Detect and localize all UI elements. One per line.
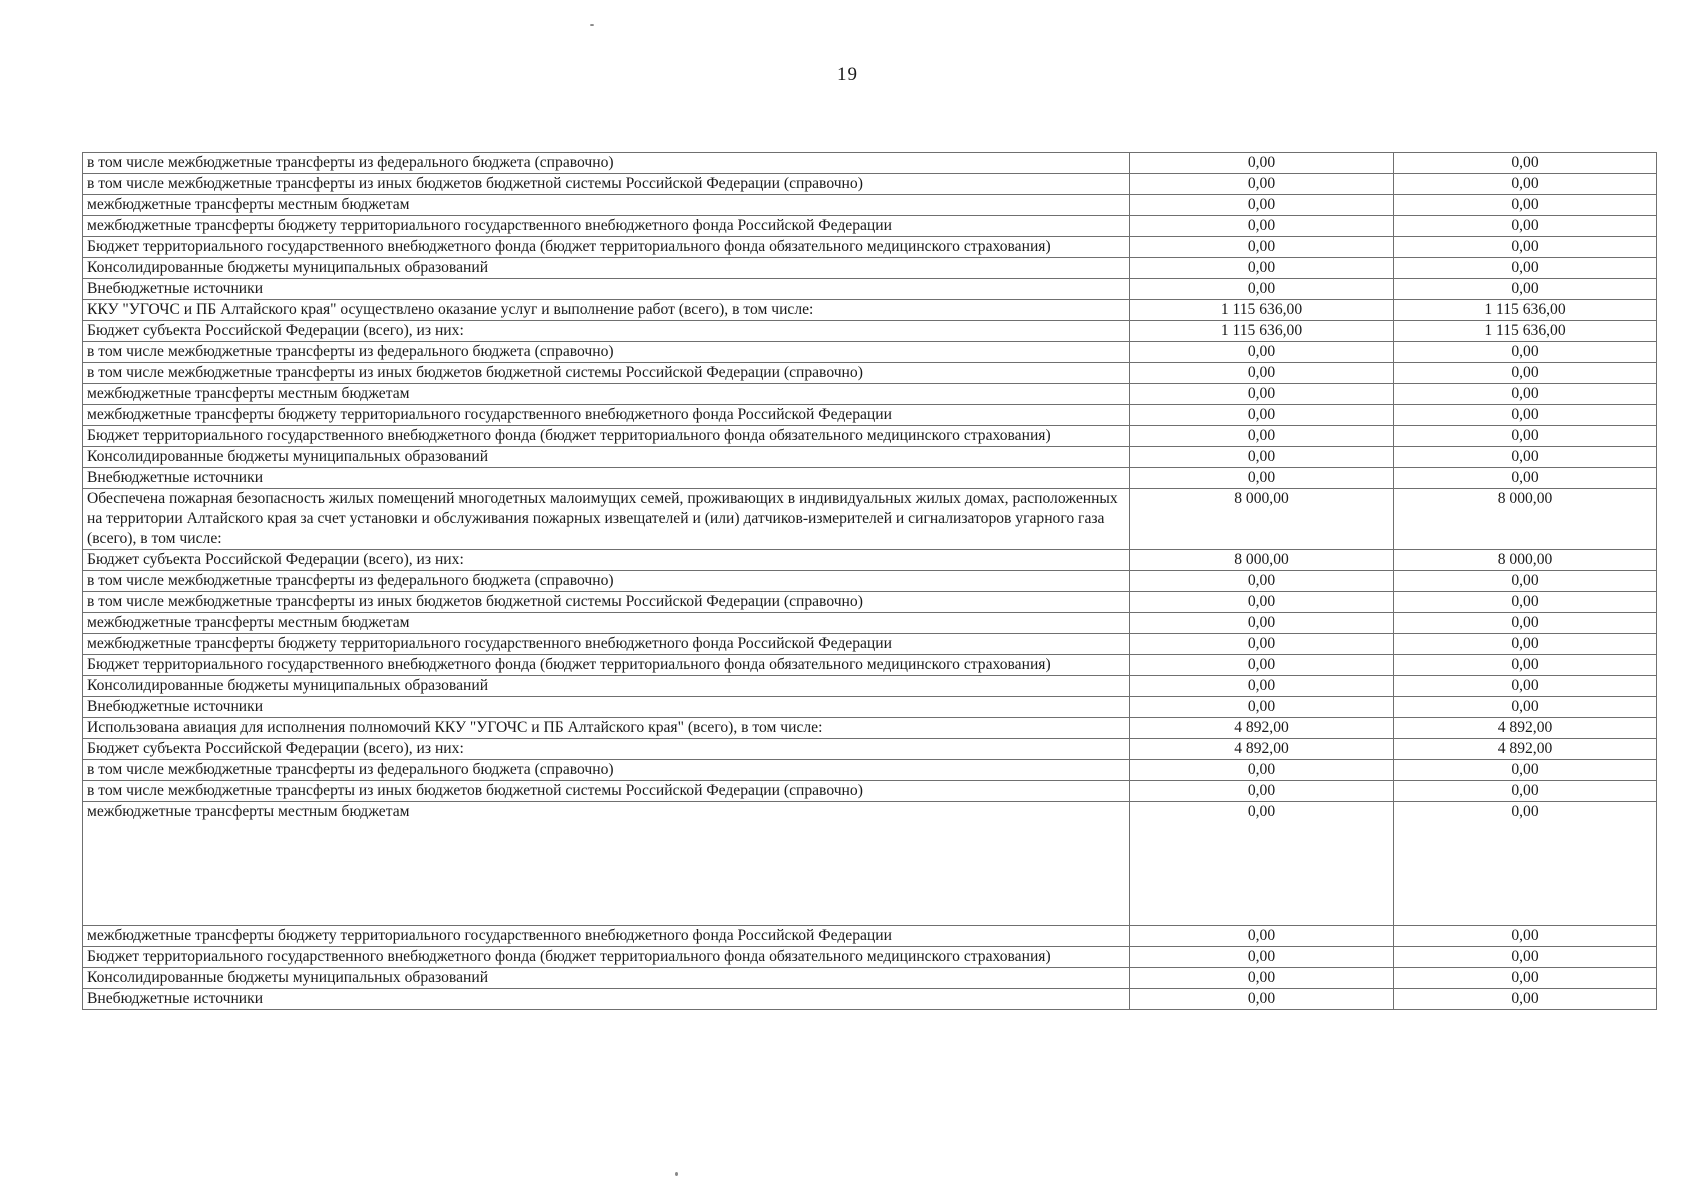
- row-label: Использована авиация для исполнения полномочий ККУ "УГОЧС и ПБ Алтайского края" (всего), в том числе:: [83, 718, 1130, 739]
- row-value-1: 0,00: [1130, 571, 1394, 592]
- row-value-2: 0,00: [1394, 258, 1657, 279]
- table-row: [83, 613, 1657, 634]
- row-value-1: 0,00: [1130, 468, 1394, 489]
- row-label: ККУ "УГОЧС и ПБ Алтайского края" осуществлено оказание услуг и выполнение работ (всего), в том числе:: [83, 300, 1130, 321]
- row-value-1: 4 892,00: [1130, 739, 1394, 760]
- row-value-1: 0,00: [1130, 195, 1394, 216]
- row-value-2: 0,00: [1394, 216, 1657, 237]
- table-row: [83, 384, 1657, 405]
- row-value-2: 0,00: [1394, 926, 1657, 947]
- table-row: [83, 405, 1657, 426]
- row-value-1: 0,00: [1130, 258, 1394, 279]
- table-row: [83, 571, 1657, 592]
- row-label: Бюджет территориального государственного внебюджетного фонда (бюджет территориального фонда обязательного медицинского страхования): [83, 655, 1130, 676]
- page-number: 19: [837, 64, 858, 85]
- row-value-2: 0,00: [1394, 592, 1657, 613]
- table-row: [83, 718, 1657, 739]
- row-label: в том числе межбюджетные трансферты из иных бюджетов бюджетной системы Российской Федерации (справочно): [83, 174, 1130, 195]
- row-value-2: 0,00: [1394, 697, 1657, 718]
- row-value-2: 0,00: [1394, 989, 1657, 1010]
- table-row: [83, 426, 1657, 447]
- table-row: [83, 363, 1657, 384]
- row-value-1: 0,00: [1130, 426, 1394, 447]
- row-label: межбюджетные трансферты местным бюджетам: [83, 195, 1130, 216]
- table-row: [83, 447, 1657, 468]
- row-value-2: 1 115 636,00: [1394, 300, 1657, 321]
- row-value-2: 0,00: [1394, 384, 1657, 405]
- table-row: [83, 489, 1657, 550]
- row-value-2: 8 000,00: [1394, 489, 1657, 550]
- row-value-1: 0,00: [1130, 676, 1394, 697]
- table-row: [83, 697, 1657, 718]
- row-label: Консолидированные бюджеты муниципальных образований: [83, 258, 1130, 279]
- table-row: [83, 300, 1657, 321]
- row-value-1: 0,00: [1130, 697, 1394, 718]
- row-label: Консолидированные бюджеты муниципальных образований: [83, 447, 1130, 468]
- row-value-2: 0,00: [1394, 405, 1657, 426]
- row-label: Консолидированные бюджеты муниципальных образований: [83, 968, 1130, 989]
- row-label: в том числе межбюджетные трансферты из иных бюджетов бюджетной системы Российской Федерации (справочно): [83, 781, 1130, 802]
- row-value-1: 0,00: [1130, 279, 1394, 300]
- row-value-2: 0,00: [1394, 947, 1657, 968]
- row-label: Бюджет территориального государственного внебюджетного фонда (бюджет территориального фонда обязательного медицинского страхования): [83, 947, 1130, 968]
- row-value-2: 0,00: [1394, 153, 1657, 174]
- budget-table: [82, 152, 1657, 1010]
- table-row: [83, 216, 1657, 237]
- row-label: межбюджетные трансферты бюджету территориального государственного внебюджетного фонда Российской Федерации: [83, 926, 1130, 947]
- row-value-1: 0,00: [1130, 384, 1394, 405]
- table-row: [83, 468, 1657, 489]
- row-value-1: 0,00: [1130, 216, 1394, 237]
- row-label: межбюджетные трансферты бюджету территориального государственного внебюджетного фонда Российской Федерации: [83, 634, 1130, 655]
- row-value-1: 0,00: [1130, 592, 1394, 613]
- row-label: межбюджетные трансферты местным бюджетам: [83, 613, 1130, 634]
- row-value-2: 0,00: [1394, 655, 1657, 676]
- table-row: [83, 781, 1657, 802]
- row-value-1: 0,00: [1130, 947, 1394, 968]
- row-value-1: 8 000,00: [1130, 550, 1394, 571]
- row-label: в том числе межбюджетные трансферты из иных бюджетов бюджетной системы Российской Федерации (справочно): [83, 592, 1130, 613]
- row-label: Внебюджетные источники: [83, 989, 1130, 1010]
- row-label: Консолидированные бюджеты муниципальных образований: [83, 676, 1130, 697]
- table-row: [83, 802, 1657, 926]
- row-value-1: 0,00: [1130, 926, 1394, 947]
- row-value-1: 4 892,00: [1130, 718, 1394, 739]
- row-value-2: 0,00: [1394, 802, 1657, 926]
- table-row: [83, 634, 1657, 655]
- row-value-2: 1 115 636,00: [1394, 321, 1657, 342]
- scan-speck: [590, 24, 594, 26]
- row-value-1: 0,00: [1130, 342, 1394, 363]
- row-value-2: 0,00: [1394, 781, 1657, 802]
- row-label: Внебюджетные источники: [83, 279, 1130, 300]
- row-value-1: 0,00: [1130, 153, 1394, 174]
- row-value-1: 1 115 636,00: [1130, 321, 1394, 342]
- row-label: Бюджет территориального государственного внебюджетного фонда (бюджет территориального фонда обязательного медицинского страхования): [83, 237, 1130, 258]
- row-value-2: 0,00: [1394, 363, 1657, 384]
- table-row: [83, 676, 1657, 697]
- table-row: [83, 760, 1657, 781]
- row-label: межбюджетные трансферты местным бюджетам: [83, 802, 1130, 926]
- table-row: [83, 237, 1657, 258]
- row-label: межбюджетные трансферты бюджету территориального государственного внебюджетного фонда Российской Федерации: [83, 216, 1130, 237]
- row-value-2: 0,00: [1394, 968, 1657, 989]
- row-value-2: 0,00: [1394, 195, 1657, 216]
- row-value-1: 0,00: [1130, 405, 1394, 426]
- row-value-1: 0,00: [1130, 447, 1394, 468]
- table-row: [83, 342, 1657, 363]
- row-value-2: 0,00: [1394, 174, 1657, 195]
- scan-speck: [675, 1172, 678, 1176]
- row-value-1: 0,00: [1130, 968, 1394, 989]
- row-value-1: 0,00: [1130, 237, 1394, 258]
- row-label: в том числе межбюджетные трансферты из федерального бюджета (справочно): [83, 342, 1130, 363]
- table-row: [83, 592, 1657, 613]
- row-value-2: 8 000,00: [1394, 550, 1657, 571]
- row-label: Внебюджетные источники: [83, 468, 1130, 489]
- row-value-1: 0,00: [1130, 655, 1394, 676]
- row-label: в том числе межбюджетные трансферты из федерального бюджета (справочно): [83, 571, 1130, 592]
- row-label: Бюджет субъекта Российской Федерации (всего), из них:: [83, 739, 1130, 760]
- row-value-2: 0,00: [1394, 279, 1657, 300]
- table-row: [83, 926, 1657, 947]
- row-value-2: 0,00: [1394, 426, 1657, 447]
- row-value-1: 0,00: [1130, 989, 1394, 1010]
- row-label: межбюджетные трансферты бюджету территориального государственного внебюджетного фонда Российской Федерации: [83, 405, 1130, 426]
- table-row: [83, 947, 1657, 968]
- row-value-1: 0,00: [1130, 613, 1394, 634]
- row-value-2: 0,00: [1394, 447, 1657, 468]
- table-row: [83, 174, 1657, 195]
- row-value-2: 0,00: [1394, 613, 1657, 634]
- row-label: в том числе межбюджетные трансферты из иных бюджетов бюджетной системы Российской Федерации (справочно): [83, 363, 1130, 384]
- table-row: [83, 321, 1657, 342]
- row-label: Обеспечена пожарная безопасность жилых помещений многодетных малоимущих семей, проживающих в индивидуальных жилых домах, расположенных на территории Алтайского края за счет установки и обслуживания пожарных извещателей и (или) датчиков-измерителей и сигнализаторов угарного газа (всего), в том числе:: [83, 489, 1130, 550]
- row-value-2: 4 892,00: [1394, 718, 1657, 739]
- budget-table-body: [83, 153, 1657, 1010]
- row-label: межбюджетные трансферты местным бюджетам: [83, 384, 1130, 405]
- row-value-1: 0,00: [1130, 781, 1394, 802]
- row-value-2: 0,00: [1394, 342, 1657, 363]
- row-label: Внебюджетные источники: [83, 697, 1130, 718]
- row-value-2: 0,00: [1394, 760, 1657, 781]
- table-row: [83, 279, 1657, 300]
- table-row: [83, 739, 1657, 760]
- table-row: [83, 968, 1657, 989]
- row-label: в том числе межбюджетные трансферты из федерального бюджета (справочно): [83, 760, 1130, 781]
- row-value-1: 0,00: [1130, 363, 1394, 384]
- table-row: [83, 989, 1657, 1010]
- row-value-2: 0,00: [1394, 237, 1657, 258]
- row-value-1: 0,00: [1130, 634, 1394, 655]
- row-value-1: 8 000,00: [1130, 489, 1394, 550]
- row-label: Бюджет субъекта Российской Федерации (всего), из них:: [83, 321, 1130, 342]
- table-row: [83, 655, 1657, 676]
- row-value-1: 1 115 636,00: [1130, 300, 1394, 321]
- row-value-1: 0,00: [1130, 802, 1394, 926]
- row-value-2: 0,00: [1394, 468, 1657, 489]
- row-label: в том числе межбюджетные трансферты из федерального бюджета (справочно): [83, 153, 1130, 174]
- table-row: [83, 550, 1657, 571]
- table-row: [83, 195, 1657, 216]
- table-row: [83, 153, 1657, 174]
- row-value-1: 0,00: [1130, 760, 1394, 781]
- row-value-2: 0,00: [1394, 634, 1657, 655]
- row-label: Бюджет территориального государственного внебюджетного фонда (бюджет территориального фонда обязательного медицинского страхования): [83, 426, 1130, 447]
- row-value-2: 0,00: [1394, 571, 1657, 592]
- row-value-2: 0,00: [1394, 676, 1657, 697]
- row-value-2: 4 892,00: [1394, 739, 1657, 760]
- table-row: [83, 258, 1657, 279]
- row-value-1: 0,00: [1130, 174, 1394, 195]
- row-label: Бюджет субъекта Российской Федерации (всего), из них:: [83, 550, 1130, 571]
